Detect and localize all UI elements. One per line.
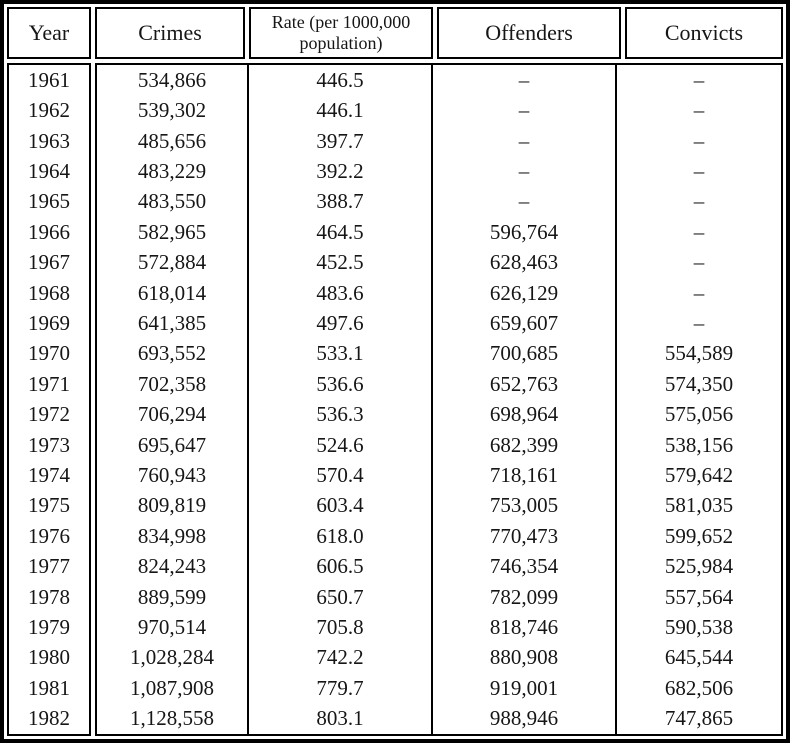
convicts-cell: 599,652 bbox=[664, 523, 734, 548]
convicts-cell: 645,544 bbox=[664, 645, 734, 670]
rate-cell: 779.7 bbox=[316, 675, 364, 700]
crimes-cell: 539,302 bbox=[137, 98, 207, 123]
offenders-cell: 628,463 bbox=[489, 250, 559, 275]
convicts-cell: – bbox=[693, 158, 705, 183]
column-header-offenders: Offenders bbox=[437, 7, 621, 59]
offenders-cell: 718,161 bbox=[489, 462, 559, 487]
year-cell: 1968 bbox=[28, 280, 70, 305]
table-body bbox=[7, 63, 783, 736]
rate-column bbox=[247, 65, 431, 734]
offenders-column bbox=[431, 65, 615, 734]
offenders-cell: 746,354 bbox=[489, 554, 559, 579]
rate-cell: 497.6 bbox=[316, 310, 364, 335]
convicts-cell: 747,865 bbox=[664, 706, 734, 731]
year-cell: 1972 bbox=[28, 402, 70, 427]
convicts-cell: 581,035 bbox=[664, 493, 734, 518]
crimes-cell: 809,819 bbox=[137, 493, 207, 518]
crimes-cell: 824,243 bbox=[137, 554, 207, 579]
year-cell: 1981 bbox=[28, 675, 70, 700]
offenders-cell: 988,946 bbox=[489, 706, 559, 731]
rate-cell: 536.6 bbox=[316, 371, 364, 396]
offenders-cell: – bbox=[518, 158, 530, 183]
offenders-cell: 700,685 bbox=[489, 341, 559, 366]
crimes-cell: 1,128,558 bbox=[130, 706, 214, 731]
crimes-cell: 1,087,908 bbox=[130, 675, 214, 700]
offenders-cell: – bbox=[518, 67, 530, 92]
year-cell: 1976 bbox=[28, 523, 70, 548]
rate-cell: 524.6 bbox=[316, 432, 364, 457]
convicts-cell: 682,506 bbox=[664, 675, 734, 700]
rate-cell: 650.7 bbox=[316, 584, 364, 609]
year-cell: 1961 bbox=[28, 67, 70, 92]
rate-cell: 392.2 bbox=[316, 158, 364, 183]
column-header-year: Year bbox=[7, 7, 91, 59]
rate-cell: 618.0 bbox=[316, 523, 364, 548]
year-cell: 1964 bbox=[28, 158, 70, 183]
year-column bbox=[7, 63, 91, 736]
convicts-cell: 538,156 bbox=[664, 432, 734, 457]
rate-cell: 570.4 bbox=[316, 462, 364, 487]
table-header-row bbox=[7, 7, 783, 59]
convicts-cell: 575,056 bbox=[664, 402, 734, 427]
convicts-cell: 525,984 bbox=[664, 554, 734, 579]
convicts-cell: 554,589 bbox=[664, 341, 734, 366]
crimes-column bbox=[97, 65, 247, 734]
rate-cell: 388.7 bbox=[316, 189, 364, 214]
year-cell: 1971 bbox=[28, 371, 70, 396]
offenders-cell: – bbox=[518, 128, 530, 153]
rate-cell: 536.3 bbox=[316, 402, 364, 427]
convicts-column bbox=[615, 65, 781, 734]
convicts-cell: 574,350 bbox=[664, 371, 734, 396]
crimes-cell: 572,884 bbox=[137, 250, 207, 275]
crimes-cell: 693,552 bbox=[137, 341, 207, 366]
crimes-cell: 483,229 bbox=[137, 158, 207, 183]
offenders-cell: – bbox=[518, 98, 530, 123]
crimes-cell: 834,998 bbox=[137, 523, 207, 548]
offenders-cell: 782,099 bbox=[489, 584, 559, 609]
offenders-cell: 652,763 bbox=[489, 371, 559, 396]
crimes-cell: 485,656 bbox=[137, 128, 207, 153]
year-cell: 1970 bbox=[28, 341, 70, 366]
convicts-cell: – bbox=[693, 189, 705, 214]
year-cell: 1969 bbox=[28, 310, 70, 335]
crimes-cell: 618,014 bbox=[137, 280, 207, 305]
convicts-cell: – bbox=[693, 219, 705, 244]
offenders-cell: 596,764 bbox=[489, 219, 559, 244]
crimes-cell: 582,965 bbox=[137, 219, 207, 244]
data-columns-box bbox=[95, 63, 783, 736]
convicts-cell: 579,642 bbox=[664, 462, 734, 487]
crimes-cell: 706,294 bbox=[137, 402, 207, 427]
column-header-convicts: Convicts bbox=[625, 7, 783, 59]
crimes-cell: 483,550 bbox=[137, 189, 207, 214]
year-cell: 1966 bbox=[28, 219, 70, 244]
crimes-cell: 1,028,284 bbox=[130, 645, 214, 670]
convicts-cell: – bbox=[693, 280, 705, 305]
year-cell: 1963 bbox=[28, 128, 70, 153]
convicts-cell: – bbox=[693, 98, 705, 123]
year-cell: 1973 bbox=[28, 432, 70, 457]
year-cell: 1965 bbox=[28, 189, 70, 214]
offenders-cell: 880,908 bbox=[489, 645, 559, 670]
year-cell: 1974 bbox=[28, 462, 70, 487]
offenders-cell: 659,607 bbox=[489, 310, 559, 335]
crimes-cell: 760,943 bbox=[137, 462, 207, 487]
rate-cell: 452.5 bbox=[316, 250, 364, 275]
column-header-rate: Rate (per 1000,000 population) bbox=[249, 7, 433, 59]
convicts-cell: – bbox=[693, 67, 705, 92]
crimes-cell: 695,647 bbox=[137, 432, 207, 457]
year-cell: 1982 bbox=[28, 706, 70, 731]
convicts-cell: – bbox=[693, 128, 705, 153]
convicts-cell: 590,538 bbox=[664, 615, 734, 640]
crimes-cell: 702,358 bbox=[137, 371, 207, 396]
crimes-cell: 534,866 bbox=[137, 67, 207, 92]
year-cell: 1975 bbox=[28, 493, 70, 518]
offenders-cell: 919,001 bbox=[489, 675, 559, 700]
convicts-cell: 557,564 bbox=[664, 584, 734, 609]
rate-cell: 446.5 bbox=[316, 67, 364, 92]
offenders-cell: 682,399 bbox=[489, 432, 559, 457]
rate-cell: 446.1 bbox=[316, 98, 364, 123]
rate-cell: 483.6 bbox=[316, 280, 364, 305]
crimes-cell: 889,599 bbox=[137, 584, 207, 609]
offenders-cell: 753,005 bbox=[489, 493, 559, 518]
year-cell: 1977 bbox=[28, 554, 70, 579]
rate-cell: 742.2 bbox=[316, 645, 364, 670]
convicts-cell: – bbox=[693, 250, 705, 275]
year-cell: 1978 bbox=[28, 584, 70, 609]
crimes-cell: 970,514 bbox=[137, 615, 207, 640]
rate-cell: 606.5 bbox=[316, 554, 364, 579]
year-cell: 1967 bbox=[28, 250, 70, 275]
rate-cell: 803.1 bbox=[316, 706, 364, 731]
rate-cell: 705.8 bbox=[316, 615, 364, 640]
column-header-crimes: Crimes bbox=[95, 7, 245, 59]
offenders-cell: 626,129 bbox=[489, 280, 559, 305]
rate-cell: 464.5 bbox=[316, 219, 364, 244]
crimes-cell: 641,385 bbox=[137, 310, 207, 335]
offenders-cell: 698,964 bbox=[489, 402, 559, 427]
rate-cell: 603.4 bbox=[316, 493, 364, 518]
year-cell: 1979 bbox=[28, 615, 70, 640]
year-cell: 1962 bbox=[28, 98, 70, 123]
year-cell: 1980 bbox=[28, 645, 70, 670]
convicts-cell: – bbox=[693, 310, 705, 335]
offenders-cell: 818,746 bbox=[489, 615, 559, 640]
offenders-cell: 770,473 bbox=[489, 523, 559, 548]
rate-cell: 533.1 bbox=[316, 341, 364, 366]
rate-cell: 397.7 bbox=[316, 128, 364, 153]
offenders-cell: – bbox=[518, 189, 530, 214]
